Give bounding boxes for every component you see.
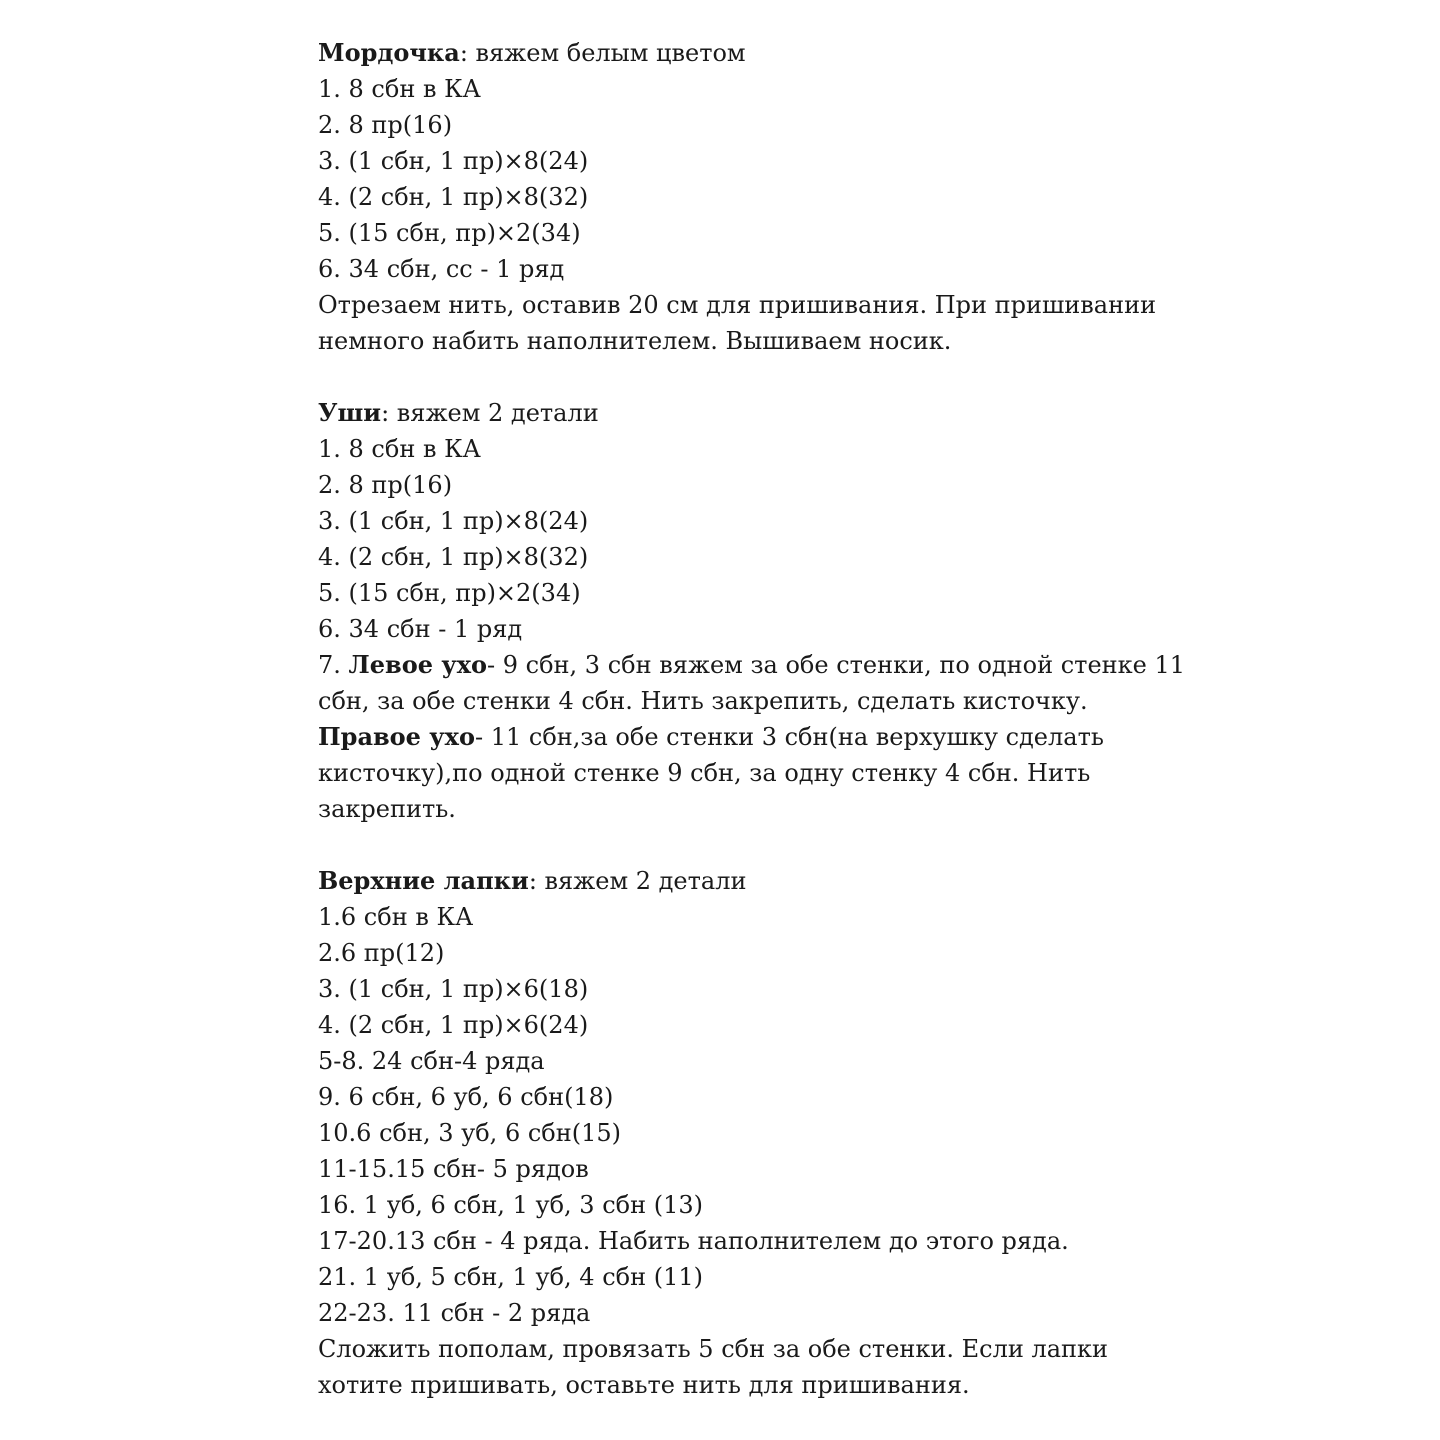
ears-heading [318,395,1378,431]
paws-row: 1.6 сбн в КА [318,903,474,931]
paws-heading [318,863,1378,899]
left-ear-prefix: 7. [318,651,349,679]
right-ear-text: - 11 сбн,за обе стенки 3 сбн(на верхушку сделать [474,723,1104,751]
paws-row: 9. 6 сбн, 6 уб, 6 сбн(18) [318,1083,614,1111]
muzzle-note: Отрезаем нить, оставив 20 см для пришивания. При пришивании [318,291,1157,319]
section-gap [318,359,1378,395]
ears-title-rest: : вяжем 2 детали [381,399,599,427]
paws-note: Сложить пополам, провязать 5 сбн за обе стенки. Если лапки [318,1335,1109,1363]
paws-title: Верхние лапки [318,866,529,895]
muzzle-note: немного набить наполнителем. Вышиваем носик. [318,327,952,355]
paws-row: 11-15.15 сбн- 5 рядов [318,1155,589,1183]
paws-title-rest: : вяжем 2 детали [528,867,747,895]
paws-row: 2.6 пр(12) [318,939,445,967]
ears-row: 4. (2 сбн, 1 пр)×8(32) [318,543,589,571]
paws-note: хотите пришивать, оставьте нить для пришивания. [318,1371,970,1399]
right-ear-line [318,719,1378,755]
ears-row: 3. (1 сбн, 1 пр)×8(24) [318,507,589,535]
paws-row: 22-23. 11 сбн - 2 ряда [318,1299,591,1327]
muzzle-row: 2. 8 пр(16) [318,111,453,139]
ears-title: Уши [318,398,382,427]
paws-row: 17-20.13 сбн - 4 ряда. Набить наполнителем до этого ряда. [318,1227,1069,1255]
paws-row: 5-8. 24 сбн-4 ряда [318,1047,545,1075]
paws-row: 10.6 сбн, 3 уб, 6 сбн(15) [318,1119,621,1147]
muzzle-row: 4. (2 сбн, 1 пр)×8(32) [318,183,589,211]
muzzle-heading [318,35,1378,71]
left-ear-line: сбн, за обе стенки 4 сбн. Нить закрепить, сделать кисточку. [318,687,1088,715]
muzzle-row: 1. 8 сбн в КА [318,75,481,103]
muzzle-row: 3. (1 сбн, 1 пр)×8(24) [318,147,589,175]
muzzle-row: 5. (15 сбн, пр)×2(34) [318,219,581,247]
paws-row: 4. (2 сбн, 1 пр)×6(24) [318,1011,589,1039]
paws-row: 3. (1 сбн, 1 пр)×6(18) [318,975,589,1003]
muzzle-title-rest: : вяжем белым цветом [459,39,746,67]
paws-row: 21. 1 уб, 5 сбн, 1 уб, 4 сбн (11) [318,1263,703,1291]
left-ear-title: Левое ухо [348,650,488,679]
left-ear-line [318,647,1378,683]
ears-row: 1. 8 сбн в КА [318,435,481,463]
section-gap [318,827,1378,863]
ears-row: 6. 34 сбн - 1 ряд [318,615,523,643]
right-ear-title: Правое ухо [318,722,475,751]
muzzle-title: Мордочка [318,38,460,67]
right-ear-line: закрепить. [318,795,456,823]
ears-row: 5. (15 сбн, пр)×2(34) [318,579,581,607]
paws-row: 16. 1 уб, 6 сбн, 1 уб, 3 сбн (13) [318,1191,703,1219]
ears-row: 2. 8 пр(16) [318,471,453,499]
right-ear-line: кисточку),по одной стенке 9 сбн, за одну стенку 4 сбн. Нить [318,759,1091,787]
left-ear-text: - 9 сбн, 3 сбн вяжем за обе стенки, по одной стенке 11 [487,651,1186,679]
muzzle-row: 6. 34 сбн, сс - 1 ряд [318,255,565,283]
pattern-page [318,35,1378,1403]
